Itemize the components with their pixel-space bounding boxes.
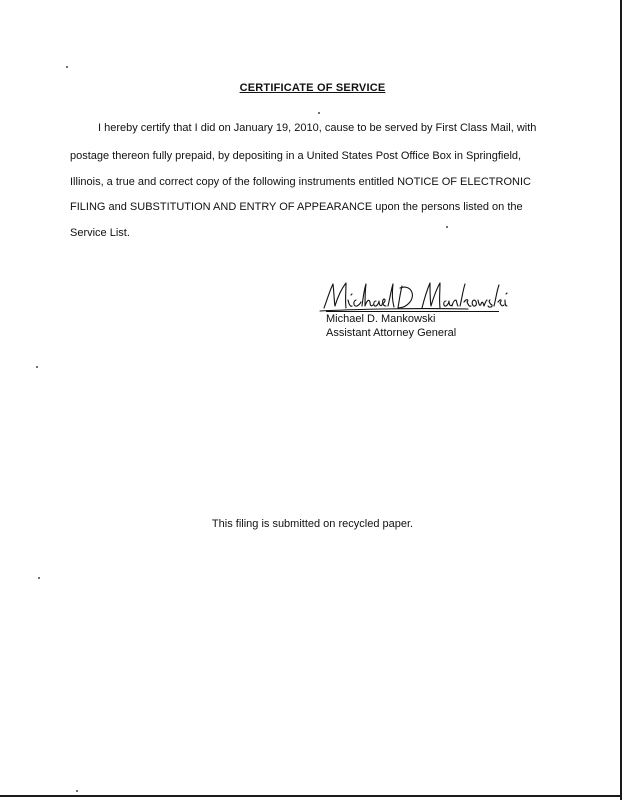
certificate-heading: CERTIFICATE OF SERVICE: [239, 82, 386, 94]
body-line-3: Illinois, a true and correct copy of the following instruments entitled NOTICE OF ELECTRONIC: [70, 176, 531, 188]
recycled-paper-note: This filing is submitted on recycled paper.: [211, 518, 414, 530]
scan-speck: [446, 226, 448, 228]
scan-speck: [38, 577, 40, 579]
scan-speck: [36, 366, 38, 368]
handwritten-signature: [318, 278, 508, 314]
scan-speck: [66, 66, 68, 68]
signature-line: [326, 311, 499, 312]
body-line-1: I hereby certify that I did on January 19, 2010, cause to be served by First Class Mail, with: [98, 122, 537, 134]
signer-title: Assistant Attorney General: [326, 327, 457, 339]
scan-speck: [76, 790, 78, 792]
scan-speck: [318, 112, 320, 114]
body-line-5: Service List.: [70, 227, 130, 239]
body-line-4: FILING and SUBSTITUTION AND ENTRY OF APPEARANCE upon the persons listed on the: [70, 201, 523, 213]
body-line-2: postage thereon fully prepaid, by depositing in a United States Post Office Box in Springfield,: [70, 150, 522, 162]
page-edge-right: [620, 0, 622, 800]
page-edge-bottom: [0, 795, 622, 797]
signer-name: Michael D. Mankowski: [326, 313, 436, 325]
